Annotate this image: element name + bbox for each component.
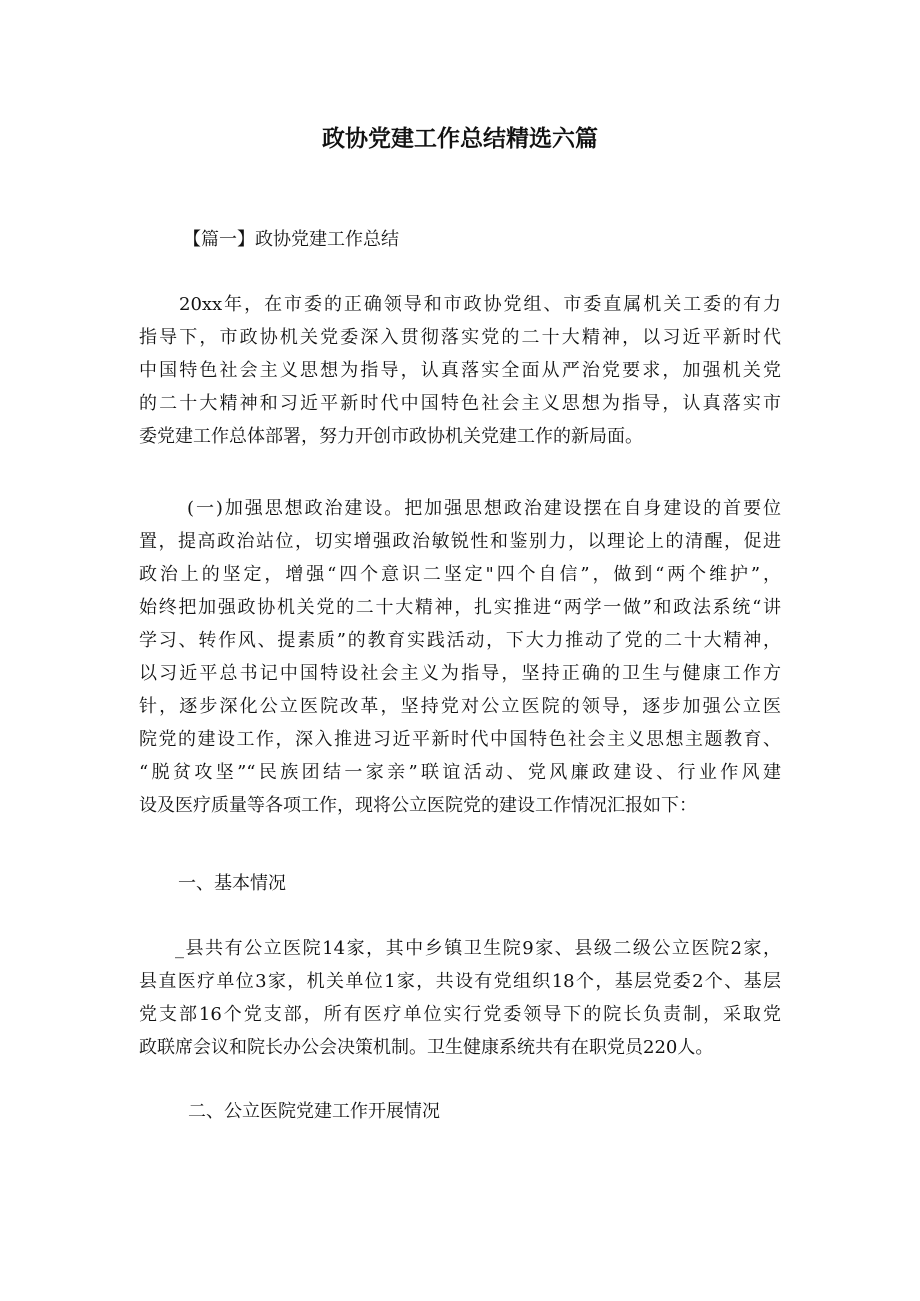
paragraph-line: 置，提高政治站位，切实增强政治敏锐性和鉴别力，以理论上的清醒，促进 bbox=[139, 531, 781, 552]
paragraph-line: 政联席会议和院长办公会决策机制。卫生健康系统共有在职党员220人。 bbox=[139, 1037, 714, 1058]
paragraph-line: 指导下，市政协机关党委深入贯彻落实党的二十大精神，以习近平新时代 bbox=[139, 327, 781, 348]
section-heading-basic-situation: 一、基本情况 bbox=[178, 873, 286, 894]
paragraph-line: 20xx年，在市委的正确领导和市政协党组、市委直属机关工委的有力 bbox=[179, 294, 781, 315]
paragraph-line: 院党的建设工作，深入推进习近平新时代中国特色社会主义思想主题教育、 bbox=[139, 729, 781, 750]
paragraph-ideological-building bbox=[139, 492, 781, 822]
paragraph-line: 以习近平总书记中国特设社会主义为指导，坚持正确的卫生与健康工作方 bbox=[139, 663, 781, 684]
paragraph-line: 始终把加强政协机关党的二十大精神，扎实推进“两学一做”和政法系统“讲 bbox=[139, 597, 781, 618]
paragraph-intro bbox=[139, 288, 781, 453]
paragraph-line: 设及医疗质量等各项工作，现将公立医院党的建设工作情况汇报如下： bbox=[139, 795, 697, 816]
paragraph-line: _县共有公立医院14家，其中乡镇卫生院9家、县级二级公立医院2家， bbox=[175, 938, 781, 959]
paragraph-line: 县直医疗单位3家，机关单位1家，共设有党组织18个，基层党委2个、基层 bbox=[139, 971, 781, 992]
paragraph-line: 学习、转作风、提素质”的教育实践活动，下大力推动了党的二十大精神， bbox=[139, 630, 781, 651]
paragraph-basic-situation bbox=[139, 932, 781, 1064]
paragraph-line: 针，逐步深化公立医院改革，坚持党对公立医院的领导，逐步加强公立医 bbox=[139, 696, 781, 717]
document-title: 政协党建工作总结精选六篇 bbox=[322, 126, 598, 152]
paragraph-line: (一)加强思想政治建设。把加强思想政治建设摆在自身建设的首要位 bbox=[187, 498, 781, 519]
section-heading-part-one: 【篇一】政协党建工作总结 bbox=[183, 229, 399, 250]
paragraph-line: 党支部16个党支部，所有医疗单位实行党委领导下的院长负责制，采取党 bbox=[139, 1004, 781, 1025]
paragraph-line: 中国特色社会主义思想为指导，认真落实全面从严治党要求，加强机关党 bbox=[139, 360, 781, 381]
paragraph-line: 委党建工作总体部署，努力开创市政协机关党建工作的新局面。 bbox=[139, 426, 643, 447]
section-heading-hospital-party-work: 二、公立医院党建工作开展情况 bbox=[188, 1101, 440, 1122]
paragraph-line: “脱贫攻坚”“民族团结一家亲”联谊活动、党风廉政建设、行业作风建 bbox=[139, 762, 781, 783]
paragraph-line: 的二十大精神和习近平新时代中国特色社会主义思想为指导，认真落实市 bbox=[139, 393, 781, 414]
paragraph-line: 政治上的坚定，增强“四个意识二坚定"四个自信”，做到“两个维护”， bbox=[139, 564, 781, 585]
